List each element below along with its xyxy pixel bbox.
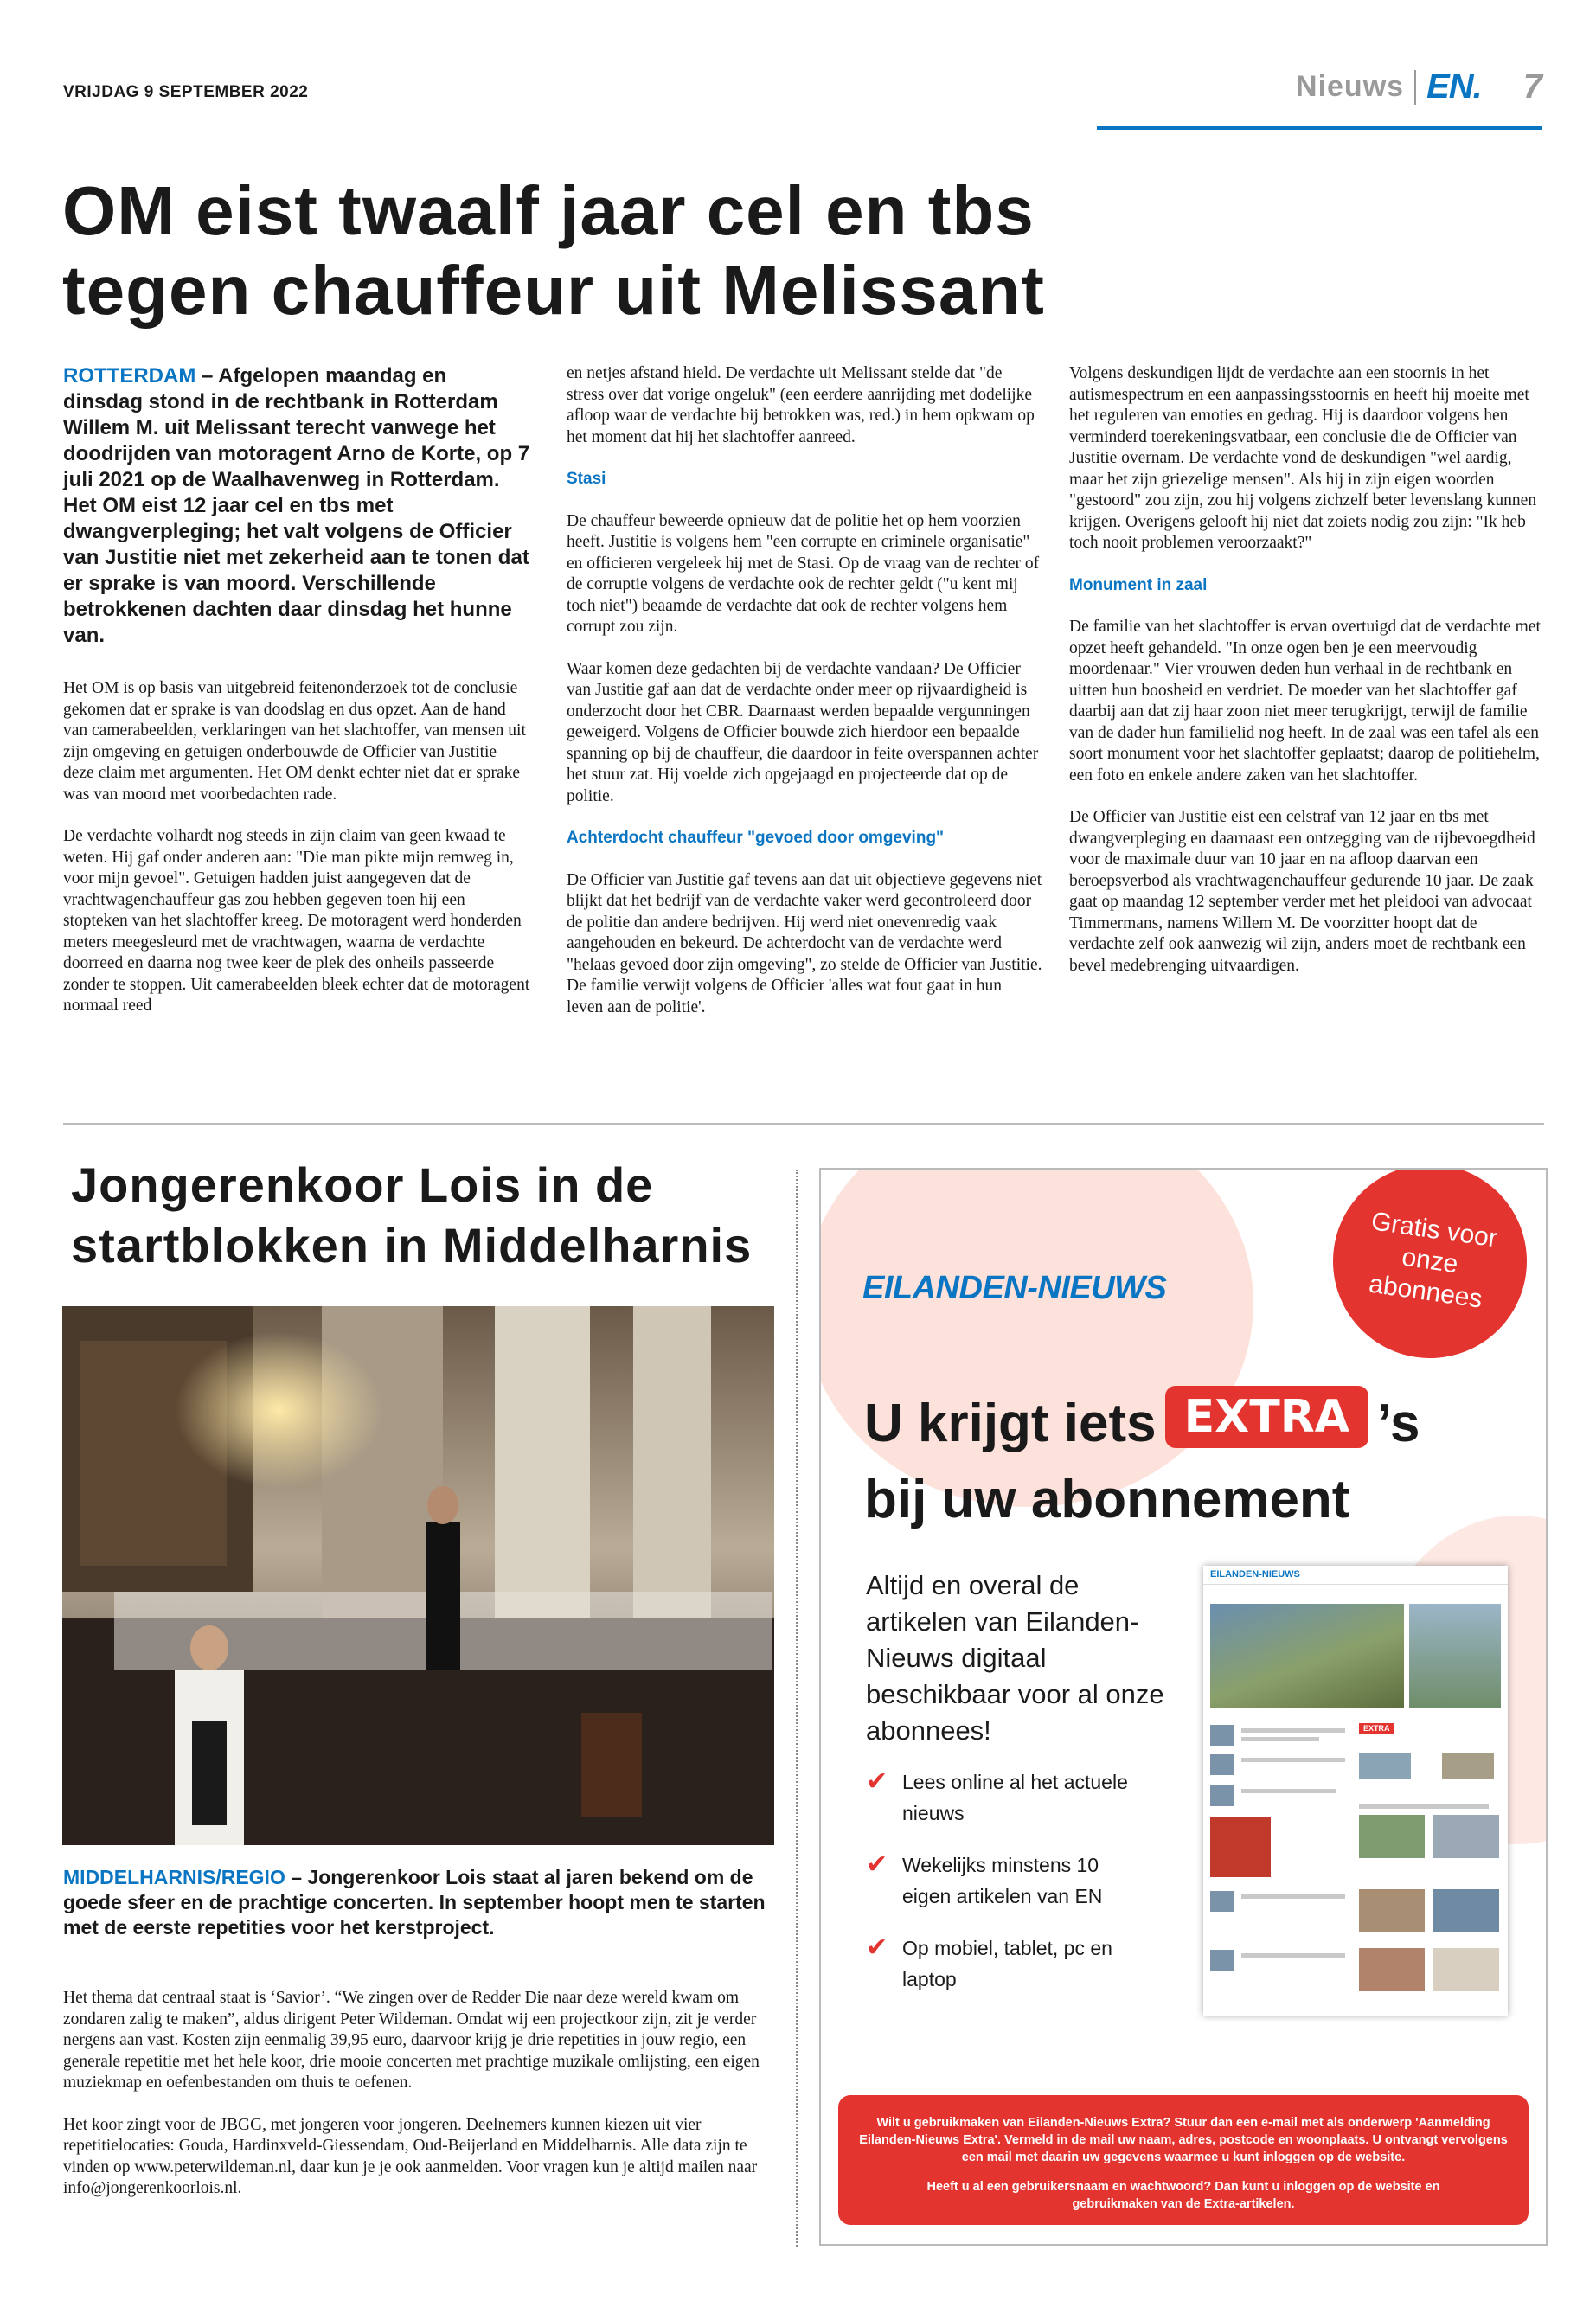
- paragraph: Het koor zingt voor de JBGG, met jongeren voor jongeren. Deelnemers kunnen kiezen uit vier repetitielocaties: Gouda, Hardinxveld-Giessendam, Oud-Beijerland en Middelharnis. Alle data zijn te vinden op www.peterwildeman.nl, daar kun je je ook aanmelden. Voor vragen kun je altijd mailen naar info@jongerenkoorlois.nl.: [63, 2115, 758, 2197]
- paragraph: De chauffeur beweerde opnieuw dat de politie het op hem voorzien heeft. Justitie is volgens hem "een corrupte en criminele organisatie" en officieren vergeleek hij met de Stasi. Op de vraag van de rechter of de corruptie volgens de verdachte ook de rechter geldt ("u kent mij toch niet") beaamde de verdachte dat ook de rechter volgens hem corrupt zou zijn.: [567, 511, 1040, 636]
- subheading-monument: Monument in zaal: [1069, 575, 1208, 594]
- paragraph: De Officier van Justitie eist een celstraf van 12 jaar en tbs met dwangverpleging en daarnaast een ontzegging van de rijbevoegdheid voor de maximale duur van 10 jaar en na afloop daarvan een beroepsverbod als vrachtwagenchauffeur gedurende 10 jaar. De zaak gaat op maandag 12 september verder met het pleidooi van advocaat Timmermans, namens Willem M. De voorzitter hoopt dat de verdachte zelf ook aanwezig wil zijn, anders moet de rechtbank een bevel medebrenging uitvaardigen.: [1069, 808, 1535, 975]
- article1-location: ROTTERDAM: [63, 364, 196, 388]
- subheading-achterdocht: Achterdocht chauffeur "gevoed door omgeving": [567, 829, 945, 847]
- article1-lead-text: – Afgelopen maandag en dinsdag stond in de rechtbank in Rotterdam Willem M. uit Melissant terecht vanwege het doodrijden van motoragent Arno de Korte, op 7 juli 2021 op de Waalhavenweg in Rotterdam. Het OM eist 12 jaar cel en tbs met dwangverpleging; het valt volgens de Officier van Justitie niet met zekerheid aan te tonen dat er sprake is van moord. Verschillende betrokkenen dachten daar dinsdag het hunne van.: [63, 364, 530, 647]
- paragraph: De familie van het slachtoffer is ervan overtuigd dat de verdachte met opzet heeft gehandeld. "In onze ogen ben je een meervoudig moordenaar." Vier vrouwen deden hun verhaal in de rechtbank en uitten hun boosheid en verdriet. De moeder van het slachtoffer gaf daarbij aan dat zij haar zoon niet meer terugkrijgt, terwijl de familie van de dader hun familielid nog heeft. In de zaal was een tafel als een soort monument voor het slachtoffer geplaatst; daarop de politiehelm, een foto en enkele andere zaken van het slachtoffer.: [1069, 618, 1541, 785]
- paragraph: Volgens deskundigen lijdt de verdachte aan een stoornis in het autismespectrum en een aanpassingsstoornis en heeft hij moeite met het reguleren van emoties en gedrag. Hij is daardoor volgens hen verminderd toerekeningsvatbaar, een conclusie die de Officier van Justitie overnam. De verdachte vond de deskundigen "wel aardig, maar het zijn griezelige mensen". Als hij in zijn eigen woorden "gestoord" zou zijn, zou hij volgens zichzelf beter levenslang kunnen krijgen. Overigens gelooft hij niet dat zoiets nodig zou zijn: "Ik heb toch nooit problemen veroorzaakt?": [1069, 364, 1537, 552]
- article1-column-2: [567, 363, 1042, 1039]
- issue-date: VRIJDAG 9 SEPTEMBER 2022: [63, 83, 309, 101]
- article1-lead: [63, 363, 530, 649]
- ad-footer-box: [838, 2095, 1529, 2225]
- article2-lead-text: – Jongerenkoor Lois staat al jaren bekend om de goede sfeer en de prachtige concerten. In september hoopt men te starten met de eerste repetities voor het kerstproject.: [63, 1866, 766, 1939]
- article1-column-3: [1069, 363, 1545, 997]
- website-mockup: [1203, 1566, 1508, 2016]
- mockup-logo: EILANDEN-NIEUWS: [1203, 1566, 1508, 1585]
- column-divider-dotted: [796, 1170, 798, 2247]
- list-item: ✔ Op mobiel, tablet, pc en laptop: [866, 1932, 1151, 1995]
- en-logo: EN.: [1426, 67, 1482, 106]
- list-item: ✔ Lees online al het actuele nieuws: [866, 1766, 1151, 1829]
- article2-lead: [63, 1865, 772, 1940]
- check-icon: ✔: [866, 1933, 888, 1962]
- paragraph: en netjes afstand hield. De verdachte uit Melissant stelde dat "de stress over dat vorige ongeluk" (een eerdere aanrijding met dodelijke afloop waar de verdachte bij betrokken was, red.) in hem opkwam op het moment dat hij het slachtoffer aanreed.: [567, 364, 1035, 446]
- subscription-advertisement: [819, 1168, 1548, 2246]
- paragraph: Het thema dat centraal staat is ‘Savior’. “We zingen over de Redder Die naar deze wereld kwam om zondaren zalig te maken”, aldus dirigent Peter Wildeman. Omdat wij een projectkoor zijn, zit je verder nergens aan vast. Kosten zijn eenmalig 39,95 euro, daarvoor krijg je drie repetities in jouw regio, een generale repetitie met het hele koor, drie mooie concerten met prachtige muzikale omlijsting, een eigen muziekmap en oefenbestanden om thuis te oefenen.: [63, 1989, 760, 2092]
- mockup-extra-label: EXTRA: [1359, 1723, 1394, 1734]
- page-number: 7: [1522, 67, 1542, 106]
- paragraph: De Officier van Justitie gaf tevens aan dat uit objectieve gegevens niet blijkt dat het bedrijf van de verdachte vaker werd gecontroleerd door de politie dan andere bedrijven. Hij werd niet onevenredig vaak aangehouden en bekeurd. De achterdocht van de verdachte werd "helaas gevoed door zijn omgeving", zo stelde de Officier van Justitie. De familie verwijt volgens de Officier 'alles wat fout gaat in hun leven aan de politie'.: [567, 870, 1042, 1016]
- page-header: [1296, 67, 1542, 106]
- check-icon: ✔: [866, 1767, 888, 1796]
- mockup-side-image: [1409, 1604, 1501, 1708]
- ad-footer-text: Wilt u gebruikmaken van Eilanden-Nieuws Extra? Stuur dan een e-mail met als onderwerp 'Aanmelding Eilanden-Nieuws Extra'. Vermeld in de mail uw naam, adres, postcode en woonplaats. U ontvangt vervolgens een mail met daarin uw gegevens waarmee u kunt inloggen op de website.: [859, 2116, 1508, 2164]
- paragraph: De verdachte volhardt nog steeds in zijn claim van geen kwaad te weten. Hij gaf onder anderen aan: "Die man pikte mijn remweg in, voor mijn gevoel". Getuigen hadden juist aangegeven dat de vrachtwagenchauffeur gas zou hebben gegeven toen hij een stopteken van het slachtoffer kreeg. De motoragent werd honderden meters meegesleurd met de vrachtwagen, waarna de verdachte doorreed en daarna nog twee keer de plek des onheils passeerde zonder te stoppen. Uit camerabeelden bleek echter dat de motoragent normaal reed: [63, 827, 530, 1015]
- ad-headline: U krijgt iets EXTRA ’s bij uw abonnement: [864, 1386, 1539, 1538]
- list-item: ✔ Wekelijks minstens 10 eigen artikelen van EN: [866, 1849, 1151, 1912]
- free-for-subscribers-badge: Gratis voor onze abonnees: [1321, 1168, 1540, 1370]
- section-divider: [63, 1123, 1544, 1125]
- paragraph: Waar komen deze gedachten bij de verdachte vandaan? De Officier van Justitie gaf aan dat de verdachte onder meer op rijvaardigheid is onderzocht door het CBR. Daarnaast werden bepaalde vergunningen geweigerd. Volgens de Officier bouwde zich hierdoor een bepaalde spanning op bij de chauffeur, die daardoor in feite overspannen achter het stuur zat. Hij voelde zich opgejaagd en projecteerde dat op de politie.: [567, 659, 1039, 805]
- benefit-list: [866, 1766, 1151, 2016]
- article2-body: [63, 1988, 772, 2221]
- article1-column-1: [63, 363, 530, 1038]
- header-divider: [1414, 70, 1416, 105]
- mockup-row: [1210, 1721, 1501, 1751]
- article1-headline: OM eist twaalf jaar cel en tbs tegen chauffeur uit Melissant: [62, 172, 1045, 329]
- mockup-hero-image: [1210, 1604, 1404, 1708]
- subheading-stasi: Stasi: [567, 470, 606, 488]
- extra-label: EXTRA: [1165, 1386, 1368, 1448]
- article2-location: MIDDELHARNIS/REGIO: [63, 1866, 285, 1888]
- ad-footer-text: Heeft u al een gebruikersnaam en wachtwoord? Dan kunt u inloggen op de website en gebruikmaken van de Extra-artikelen.: [926, 2180, 1440, 2211]
- section-label: Nieuws: [1296, 70, 1405, 103]
- choir-photo: [62, 1306, 774, 1845]
- paragraph: Het OM is op basis van uitgebreid feitenonderzoek tot de conclusie gekomen dat er sprake is van doodslag en dus opzet. Aan de hand van camerabeelden, verklaringen van het slachtoffer, van mensen uit zijn omgeving en getuigen onderbouwde de Officier van Justitie deze claim met argumenten. Het OM denkt echter niet dat er sprake was van moord met voorbedachten rade.: [63, 679, 526, 804]
- article2-headline: Jongerenkoor Lois in de startblokken in Middelharnis: [71, 1157, 753, 1272]
- eilanden-nieuws-logo: EILANDEN-NIEUWS: [862, 1270, 1167, 1306]
- header-rule: [1097, 126, 1542, 130]
- ad-subtext: Altijd en overal de artikelen van Eilanden-Nieuws digitaal beschikbaar voor al onze abonnees!: [866, 1570, 1164, 1746]
- check-icon: ✔: [866, 1850, 888, 1879]
